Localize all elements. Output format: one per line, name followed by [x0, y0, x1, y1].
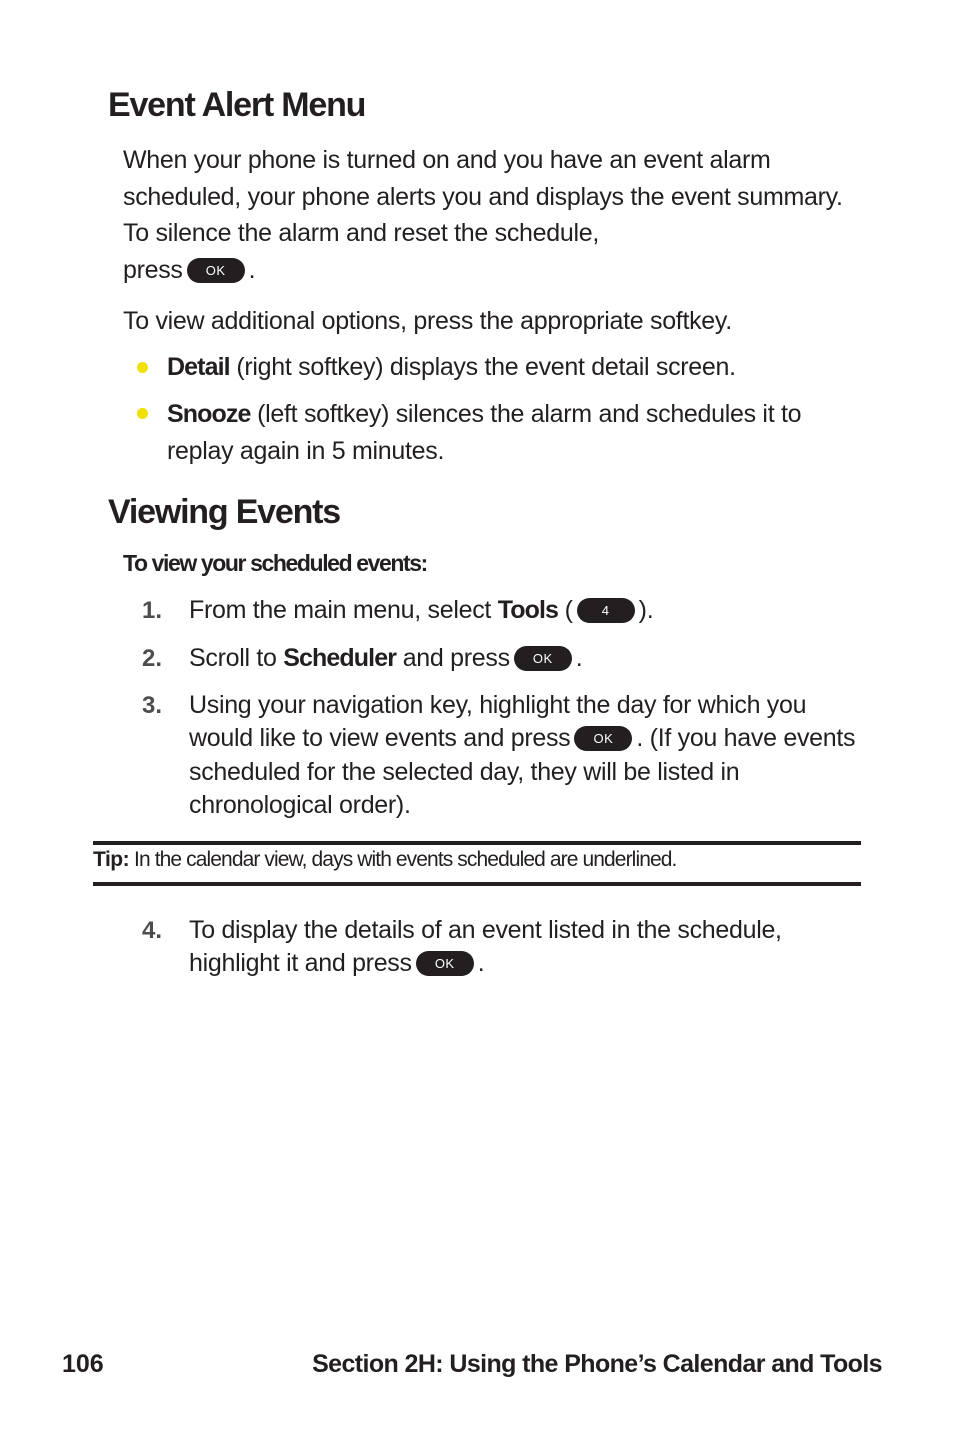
bullet-desc: (right softkey) displays the event detail screen.	[229, 353, 736, 381]
key-4-icon: 4	[577, 598, 635, 623]
step-text-part: .	[477, 949, 485, 978]
step-2-text	[189, 642, 859, 675]
bullet-snooze	[167, 396, 867, 469]
step-1-text	[189, 594, 859, 627]
section-title-event-alert-menu: Event Alert Menu	[108, 86, 366, 124]
bullet-icon	[137, 408, 148, 419]
step-text-part: .	[575, 644, 583, 672]
step-text-part: (	[558, 596, 573, 624]
ok-key-icon: OK	[416, 951, 474, 976]
step-text-part: Scroll to	[189, 644, 284, 672]
step-text-part: . (If you have events scheduled for the selected day, they will be listed in chronological order).	[189, 724, 856, 819]
bullet-detail	[167, 349, 867, 386]
ok-key-icon: OK	[514, 646, 572, 671]
intro-text: When your phone is turned on and you have an event alarm scheduled, your phone alerts you and displays the event summary. To silence the alarm and reset the schedule,	[123, 146, 843, 247]
step-term: Tools	[497, 596, 558, 624]
step-term: Scheduler	[283, 644, 397, 672]
step-number: 1.	[142, 597, 163, 624]
ok-key-icon: OK	[574, 726, 632, 751]
event-alert-intro-paragraph	[123, 142, 863, 288]
step-text-part: To display the details of an event listed in the schedule, highlight it and press	[189, 916, 782, 978]
page-number: 106	[62, 1350, 104, 1378]
bullet-icon	[137, 362, 148, 373]
bullet-desc: (left softkey) silences the alarm and schedules it to replay again in 5 minutes.	[167, 400, 802, 465]
step-text-part: Using your navigation key, highlight the day for which you would like to view events and press	[189, 691, 807, 753]
bullet-term: Snooze	[167, 400, 251, 428]
procedure-subhead: To view your scheduled events:	[123, 550, 427, 576]
step-3-text	[189, 689, 859, 822]
step-text-part: and press	[396, 644, 510, 672]
tip-text: In the calendar view, days with events scheduled are underlined.	[129, 848, 677, 871]
step-number: 4.	[142, 917, 163, 944]
ok-key-icon: OK	[187, 258, 245, 283]
tip-bottom-rule	[93, 882, 861, 886]
press-suffix: .	[248, 255, 256, 284]
bullet-term: Detail	[167, 353, 230, 381]
press-prefix: press	[123, 255, 183, 284]
step-text-part: ).	[638, 596, 654, 624]
tip-label: Tip:	[93, 848, 130, 871]
section-title-viewing-events: Viewing Events	[108, 493, 340, 531]
running-footer-section-title: Section 2H: Using the Phone’s Calendar and Tools	[312, 1350, 882, 1378]
tip-box	[93, 845, 676, 875]
step-number: 3.	[142, 692, 163, 719]
step-number: 2.	[142, 645, 163, 672]
step-4-text	[189, 914, 859, 981]
step-text-part: From the main menu, select	[189, 596, 498, 624]
softkey-options-paragraph: To view additional options, press the appropriate softkey.	[123, 307, 732, 335]
